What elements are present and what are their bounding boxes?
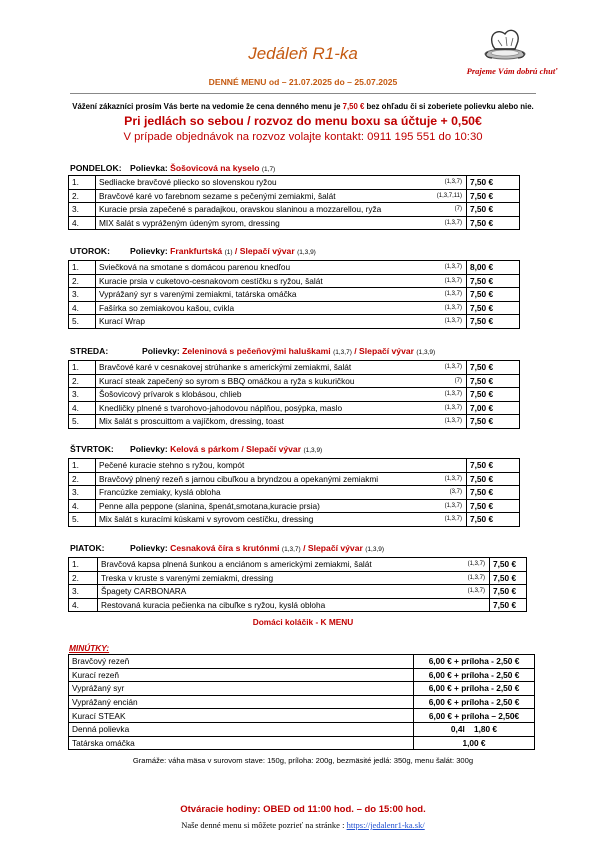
item-allergens: (1,3,7) xyxy=(444,516,462,522)
day-menu-table xyxy=(68,360,520,429)
item-price: 7,00 € xyxy=(467,401,520,415)
minutky-item: Kurací rezeň xyxy=(69,668,414,682)
item-price: 7,50 € xyxy=(467,459,520,473)
menu-row xyxy=(69,288,520,302)
item-name: Mix šalát s proscuittom a vajíčkom, dressing, toast xyxy=(99,416,284,427)
item-name: Sviečková na smotane s domácou parenou knedľou xyxy=(99,262,291,273)
minutky-price: 6,00 € + príloha - 2,50 € xyxy=(414,695,535,709)
item-name: Treska v kruste s varenými zemiakmi, dressing xyxy=(101,572,274,583)
minutky-item: Denná polievka xyxy=(69,722,414,736)
day-name: STREDA: xyxy=(70,346,109,356)
minutky-price: 6,00 € + príloha – 2,50€ xyxy=(414,709,535,723)
notice-text-before: Vážení zákazníci prosím Vás berte na vedomie že cena denného menu je xyxy=(72,102,341,111)
item-allergens: (7) xyxy=(454,206,462,212)
soup-separator: / xyxy=(300,543,308,553)
soup-name: Cesnaková číra s krutónmi xyxy=(170,543,280,553)
item-number: 2. xyxy=(69,189,96,203)
item-price: 7,50 € xyxy=(467,203,520,217)
item-description xyxy=(96,374,467,388)
item-number: 3. xyxy=(69,486,96,500)
item-description xyxy=(96,401,467,415)
item-name: Bravčové karé v cesnakovej strúhanke s americkými zemiakmi, šalát xyxy=(99,362,352,373)
soup-allergens: (1,3,7) xyxy=(281,546,301,553)
minutky-row xyxy=(69,722,535,736)
item-description xyxy=(96,513,467,527)
item-name: Šošovicový prívarok s klobásou, chlieb xyxy=(99,389,242,400)
item-allergens: (1,3,7) xyxy=(444,391,462,397)
soup-label: Polievky: xyxy=(142,346,180,356)
notice-price: 7,50 € xyxy=(342,102,365,111)
menu-row xyxy=(69,513,520,527)
soup-name: Frankfurtská xyxy=(170,246,223,256)
soup-label: Polievka: xyxy=(130,163,168,173)
item-number: 2. xyxy=(69,274,96,288)
item-description xyxy=(98,571,490,585)
soup2-allergens: (1,3,9) xyxy=(303,447,323,454)
soup2-allergens: (1,3,9) xyxy=(297,249,316,256)
minutky-price: 0,4l 1,80 € xyxy=(414,722,535,736)
day-name: ŠTVRTOK: xyxy=(70,444,114,454)
item-number: 4. xyxy=(69,499,96,513)
item-name: Mix šalát s kuracími kúskami v syrovom cestíčku, dressing xyxy=(99,514,314,525)
minutky-item: Vyprážaný encián xyxy=(69,695,414,709)
menu-row xyxy=(69,374,520,388)
restaurant-title: Jedáleň R1-ka xyxy=(248,44,358,63)
minutky-row xyxy=(69,668,535,682)
item-number: 3. xyxy=(69,388,96,402)
item-price: 7,50 € xyxy=(467,301,520,315)
day-menu-table xyxy=(68,557,527,612)
item-description xyxy=(96,261,467,275)
item-description xyxy=(96,189,467,203)
soup-separator: / xyxy=(351,346,360,356)
item-price: 7,50 € xyxy=(467,315,520,329)
item-price: 7,50 € xyxy=(490,598,527,612)
item-description xyxy=(96,499,467,513)
soup-label: Polievky: xyxy=(130,543,168,553)
minutky-item: Bravčový rezeň xyxy=(69,655,414,669)
menu-row xyxy=(69,558,527,572)
minutky-price: 1,00 € xyxy=(414,736,535,750)
item-name: Restovaná kuracia pečienka na cibuľke s ryžou, kyslá obloha xyxy=(101,599,326,610)
item-allergens: (1,3,7) xyxy=(444,291,462,297)
website-text: Naše denné menu si môžete pozrieť na stránke : xyxy=(181,820,345,830)
item-name: MIX šalát s vypráženým údeným syrom, dressing xyxy=(99,217,280,228)
item-price: 8,00 € xyxy=(467,261,520,275)
item-price: 7,50 € xyxy=(467,374,520,388)
day-heading xyxy=(70,163,275,173)
item-allergens: (1,3,7) xyxy=(444,364,462,370)
item-name: Kuracie prsia v cuketovo-cesnakovom cestíčku s ryžou, šalát xyxy=(99,275,323,286)
opening-hours: Otváracie hodiny: OBED od 11:00 hod. – do 15:00 hod. xyxy=(180,804,426,815)
day-heading xyxy=(70,246,316,256)
soup-allergens: (1) xyxy=(224,249,233,256)
item-price: 7,50 € xyxy=(467,274,520,288)
minutky-item: Kurací STEAK xyxy=(69,709,414,723)
item-price: 7,50 € xyxy=(490,558,527,572)
item-allergens: (3,7) xyxy=(449,489,462,495)
item-number: 4. xyxy=(69,216,96,230)
item-number: 1. xyxy=(69,361,96,375)
soup2-name: Slepačí vývar xyxy=(239,246,295,256)
soup-name: Šošovicová na kyselo xyxy=(170,163,260,173)
item-description xyxy=(96,486,467,500)
minutky-heading: MINÚTKY: xyxy=(69,643,110,653)
minutky-row xyxy=(69,682,535,696)
item-number: 1. xyxy=(69,459,96,473)
menu-row xyxy=(69,388,520,402)
item-allergens: (1,3,7) xyxy=(444,304,462,311)
menu-row xyxy=(69,598,527,612)
website-link[interactable]: https://jedalenr1-ka.sk/ xyxy=(346,820,425,830)
item-number: 3. xyxy=(69,203,96,217)
soup2-name: Slepačí vývar xyxy=(246,444,302,454)
item-price: 7,50 € xyxy=(467,388,520,402)
tagline: Prajeme Vám dobrú chuť xyxy=(466,66,558,76)
menu-dates: DENNÉ MENU od – 21.07.2025 do – 25.07.2025 xyxy=(208,77,398,87)
item-allergens: (1,3,7) xyxy=(444,277,462,284)
item-name: Francúzke zemiaky, kyslá obloha xyxy=(99,487,221,498)
soup-label: Polievky: xyxy=(130,444,168,454)
item-number: 4. xyxy=(69,401,96,415)
soup-name: Kelová s párkom xyxy=(170,444,239,454)
minutky-item: Vyprážaný syr xyxy=(69,682,414,696)
item-name: Špagety CARBONARA xyxy=(101,586,187,597)
day-menu-table xyxy=(68,260,520,329)
item-allergens: (1,3,7) xyxy=(444,475,462,482)
item-name: Pečené kuracie stehno s ryžou, kompót xyxy=(99,460,245,471)
item-name: Vyprážaný syr s varenými zemiakmi, tatárska omáčka xyxy=(99,289,297,300)
item-allergens: (1,3,7) xyxy=(467,561,485,567)
day-name: PONDELOK: xyxy=(70,163,122,173)
menu-row xyxy=(69,571,527,585)
item-allergens: (1,3,7) xyxy=(444,264,462,270)
item-number: 2. xyxy=(69,472,96,486)
soup-name: Zeleninová s pečeňovými haluškami xyxy=(182,346,331,356)
item-number: 5. xyxy=(69,415,96,429)
item-name: Bravčová kapsa plnená šunkou a enciánom s americkými zemiakmi, šalát xyxy=(101,559,372,570)
minutky-item: Tatárska omáčka xyxy=(69,736,414,750)
item-number: 2. xyxy=(69,374,96,388)
day-heading xyxy=(70,543,384,553)
menu-row xyxy=(69,315,520,329)
item-name: Bravčové karé vo farebnom sezame s pečenými zemiakmi, šalát xyxy=(99,190,336,201)
item-price: 7,50 € xyxy=(467,288,520,302)
item-price: 7,50 € xyxy=(467,176,520,190)
item-number: 5. xyxy=(69,315,96,329)
item-number: 5. xyxy=(69,513,96,527)
item-number: 4. xyxy=(69,598,98,612)
item-number: 3. xyxy=(69,585,98,599)
menu-row xyxy=(69,216,520,230)
item-description xyxy=(96,472,467,486)
item-description xyxy=(96,216,467,230)
item-price: 7,50 € xyxy=(490,585,527,599)
item-allergens: (1,3,7) xyxy=(467,588,485,594)
item-number: 1. xyxy=(69,176,96,190)
item-description xyxy=(96,459,467,473)
item-price: 7,50 € xyxy=(467,472,520,486)
item-description xyxy=(96,301,467,315)
item-allergens: (1,3,7,11) xyxy=(436,192,462,199)
minutky-price: 6,00 € + príloha - 2,50 € xyxy=(414,668,535,682)
item-price: 7,50 € xyxy=(467,361,520,375)
item-description xyxy=(96,288,467,302)
price-notice xyxy=(0,102,606,111)
website-note xyxy=(0,820,606,830)
menu-row xyxy=(69,189,520,203)
menu-row xyxy=(69,459,520,473)
item-number: 3. xyxy=(69,288,96,302)
soup2-allergens: (1,3,9) xyxy=(416,349,436,356)
soup-allergens: (1,7) xyxy=(261,166,276,173)
menu-row xyxy=(69,401,520,415)
item-name: Bravčový plnený rezeň s jarnou cibuľkou a bryndzou a opekanými zemiakmi xyxy=(99,473,379,484)
soup2-name: Slepačí vývar xyxy=(359,346,414,356)
item-description xyxy=(98,598,490,612)
item-allergens: (1,3,7) xyxy=(444,219,462,226)
day-name: UTOROK: xyxy=(70,246,110,256)
menu-row xyxy=(69,261,520,275)
menu-row xyxy=(69,301,520,315)
item-description xyxy=(96,274,467,288)
item-price: 7,50 € xyxy=(467,216,520,230)
day-menu-table xyxy=(68,458,520,527)
soup2-allergens: (1,3,9) xyxy=(365,546,385,553)
item-allergens: (1,3,7) xyxy=(444,404,462,411)
day-heading xyxy=(70,444,322,454)
dessert-note: Domáci koláčik - K MENU xyxy=(252,617,354,627)
item-allergens: (1,3,7) xyxy=(444,179,462,185)
minutky-row xyxy=(69,655,535,669)
soup-separator: / xyxy=(241,444,247,454)
item-description xyxy=(96,388,467,402)
item-allergens: (1,3,7) xyxy=(467,574,485,581)
menu-row xyxy=(69,415,520,429)
minutky-row xyxy=(69,709,535,723)
item-description xyxy=(96,315,467,329)
takeaway-box-notice: Pri jedlách so sebou / rozvoz do menu boxu sa účtuje + 0,50€ xyxy=(124,114,482,128)
item-price: 7,50 € xyxy=(467,486,520,500)
menu-row xyxy=(69,585,527,599)
soup2-name: Slepačí vývar xyxy=(307,543,363,553)
notice-text-after: bez ohľadu či si zoberiete polievku alebo nie. xyxy=(366,102,534,111)
item-name: Kuracie prsia zapečené s paradajkou, oravskou slaninou a mozzarellou, ryža xyxy=(99,204,382,215)
item-allergens: (7) xyxy=(454,377,462,384)
item-description xyxy=(98,585,490,599)
item-description xyxy=(98,558,490,572)
portion-weights: Gramáže: váha mäsa v surovom stave: 150g, príloha: 200g, bezmäsité jedlá: 350g, menu šalát: 300g xyxy=(132,756,474,765)
minutky-row xyxy=(69,695,535,709)
menu-row xyxy=(69,203,520,217)
item-price: 7,50 € xyxy=(467,499,520,513)
item-number: 1. xyxy=(69,558,98,572)
menu-row xyxy=(69,472,520,486)
soup-separator: / xyxy=(232,246,240,256)
item-name: Sedliacke bravčové pliecko so slovenskou ryžou xyxy=(99,177,277,188)
day-heading xyxy=(70,346,435,356)
item-description xyxy=(96,203,467,217)
item-price: 7,50 € xyxy=(467,513,520,527)
item-price: 7,50 € xyxy=(467,415,520,429)
item-name: Knedličky plnené s tvarohovo-jahodovou náplňou, posýpka, maslo xyxy=(99,402,343,413)
delivery-contact: V prípade objednávok na rozvoz volajte kontakt: 0911 195 551 do 10:30 xyxy=(123,131,483,143)
soup-label: Polievky: xyxy=(130,246,168,256)
item-name: Penne alla peppone (slanina, špenát,smotana,kuracie prsia) xyxy=(99,500,320,511)
minutky-table xyxy=(68,654,535,750)
item-name: Kurací Wrap xyxy=(99,316,145,327)
day-menu-table xyxy=(68,175,520,230)
item-allergens: (1,3,7) xyxy=(444,318,462,324)
chef-hat-plate-logo xyxy=(480,22,530,62)
menu-row xyxy=(69,486,520,500)
item-name: Fašírka so zemiakovou kašou, cvikla xyxy=(99,302,235,313)
minutky-price: 6,00 € + príloha - 2,50 € xyxy=(414,682,535,696)
item-price: 7,50 € xyxy=(490,571,527,585)
minutky-price: 6,00 € + príloha - 2,50 € xyxy=(414,655,535,669)
item-description xyxy=(96,415,467,429)
item-allergens: (1,3,7) xyxy=(444,418,462,424)
menu-row xyxy=(69,361,520,375)
item-number: 4. xyxy=(69,301,96,315)
divider xyxy=(70,93,536,94)
menu-row xyxy=(69,274,520,288)
item-description xyxy=(96,176,467,190)
soup-allergens: (1,3,7) xyxy=(333,349,352,356)
item-description xyxy=(96,361,467,375)
item-number: 2. xyxy=(69,571,98,585)
item-price: 7,50 € xyxy=(467,189,520,203)
menu-row xyxy=(69,499,520,513)
item-number: 1. xyxy=(69,261,96,275)
item-allergens: (1,3,7) xyxy=(444,502,462,509)
item-name: Kurací steak zapečený so syrom s BBQ omáčkou a ryža s kukuričkou xyxy=(99,375,355,386)
minutky-row xyxy=(69,736,535,750)
day-name: PIATOK: xyxy=(70,543,105,553)
menu-row xyxy=(69,176,520,190)
